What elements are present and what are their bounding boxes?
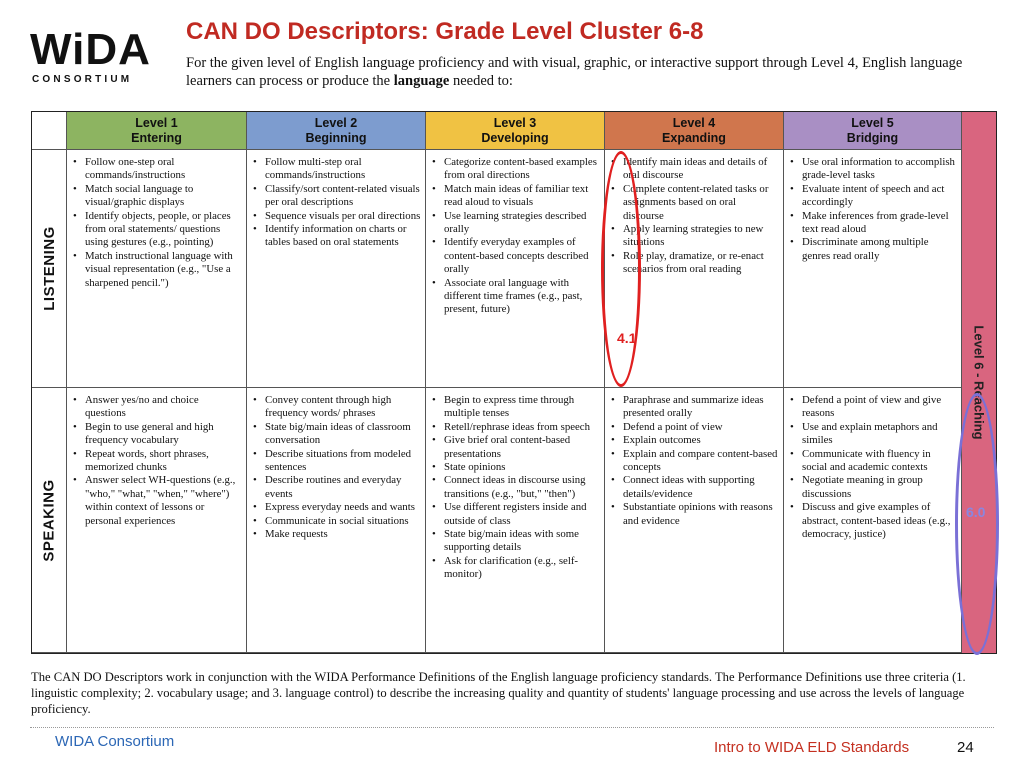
descriptor-item: • Communicate with fluency in social and academic contexts [790,448,957,475]
descriptor-item: • Identify information on charts or tables based on oral statements [253,223,421,250]
level-name: Bridging [846,131,899,145]
page-number: 24 [957,739,974,756]
descriptor-item: • Complete content-related tasks or assignments based on oral discourse [611,183,779,223]
descriptor-item: • Defend a point of view and give reasons [790,394,957,421]
level-name: Entering [131,131,182,145]
descriptor-item: • Match social language to visual/graphic displays [73,183,242,210]
descriptor-item: • Make requests [253,528,421,541]
descriptor-cell [247,388,426,653]
descriptor-item: • Follow one-step oral commands/instructions [73,156,242,183]
domain-label-listening [32,150,67,388]
descriptor-cell [784,150,962,388]
descriptor-item: • Ask for clarification (e.g., self-monitor) [432,555,600,582]
descriptor-item: • Describe routines and everyday events [253,474,421,501]
level-header-5 [784,112,962,150]
subtitle-text-2: needed to: [449,73,513,89]
descriptor-cell [67,388,247,653]
logo-subtext: CONSORTIUM [32,74,133,85]
descriptor-item: • Retell/rephrase ideas from speech [432,421,600,434]
descriptor-item: • Identify main ideas and details of oral discourse [611,156,779,183]
descriptor-cell [247,150,426,388]
descriptor-item: • Match main ideas of familiar text read aloud to visuals [432,183,600,210]
descriptor-cell [605,388,784,653]
annotation-label-level4: 4.1 [617,330,637,346]
descriptor-item: • Describe situations from modeled sentences [253,448,421,475]
descriptor-item: • Give brief oral content-based presentations [432,434,600,461]
descriptor-item: • Answer select WH-questions (e.g., "who," "what," "when," "where") within context of lessons or personal experiences [73,474,242,528]
descriptor-list [432,156,600,317]
level-number: Level 3 [493,116,537,130]
level6-label: Level 6 - Reaching [971,325,987,440]
descriptor-item: • State opinions [432,461,600,474]
descriptor-item: • Connect ideas in discourse using transitions (e.g., "but," "then") [432,474,600,501]
descriptor-item: • Negotiate meaning in group discussions [790,474,957,501]
descriptor-cell [784,388,962,653]
level-header-3 [426,112,605,150]
footer-divider [30,727,994,728]
footer-organization: WIDA Consortium [55,733,175,750]
domain-label-text: SPEAKING [40,478,58,562]
descriptor-item: • State big/main ideas with some supporting details [432,528,600,555]
descriptor-item: • Use learning strategies described orally [432,210,600,237]
annotation-label-level6: 6.0 [966,504,986,520]
descriptor-item: • Substantiate opinions with reasons and evidence [611,501,779,528]
descriptor-cell [426,150,605,388]
level-number: Level 4 [672,116,716,130]
descriptor-item: • Repeat words, short phrases, memorized chunks [73,448,242,475]
wida-logo [30,26,190,88]
descriptor-list [790,156,957,263]
descriptor-list [253,156,421,250]
descriptor-item: • Evaluate intent of speech and act accordingly [790,183,957,210]
descriptor-item: • Apply learning strategies to new situations [611,223,779,250]
descriptor-item: • Use different registers inside and outside of class [432,501,600,528]
page-title: CAN DO Descriptors: Grade Level Cluster 6-8 [186,18,704,45]
descriptor-item: • Identify everyday examples of content-based concepts described orally [432,236,600,276]
descriptor-item: • State big/main ideas of classroom conversation [253,421,421,448]
footer-title: Intro to WIDA ELD Standards [714,739,910,756]
descriptor-list [73,156,242,290]
descriptor-item: • Categorize content-based examples from oral directions [432,156,600,183]
descriptor-item: • Match instructional language with visual representation (e.g., "Use a sharpened pencil.") [73,250,242,290]
descriptor-list [790,394,957,541]
descriptor-list [253,394,421,541]
descriptor-item: • Discuss and give examples of abstract, content-based ideas (e.g., democracy, justice) [790,501,957,541]
descriptor-list [611,394,779,528]
descriptor-item: • Make inferences from grade-level text read aloud [790,210,957,237]
annotation-ellipse-level4 [601,151,641,387]
descriptor-item: • Explain and compare content-based concepts [611,448,779,475]
logo-wordmark: WiDA [30,25,151,74]
descriptor-item: • Follow multi-step oral commands/instructions [253,156,421,183]
descriptor-item: • Convey content through high frequency words/ phrases [253,394,421,421]
descriptor-list [432,394,600,582]
descriptor-item: • Explain outcomes [611,434,779,447]
level-name: Developing [481,131,549,145]
descriptor-item: • Communicate in social situations [253,515,421,528]
descriptor-item: • Associate oral language with different time frames (e.g., past, present, future) [432,277,600,317]
descriptor-cell [67,150,247,388]
descriptor-item: • Paraphrase and summarize ideas presented orally [611,394,779,421]
can-do-table [31,111,997,654]
descriptor-item: • Use and explain metaphors and similes [790,421,957,448]
annotation-ellipse-level6 [955,393,999,655]
descriptor-item: • Discriminate among multiple genres read orally [790,236,957,263]
level-number: Level 1 [135,116,178,130]
level-name: Expanding [662,131,726,145]
descriptor-item: • Begin to express time through multiple tenses [432,394,600,421]
subtitle-text-1: For the given level of English language proficiency and with visual, graphic, or interactive support through Level 4, English language learners can process or produce the [186,55,963,89]
footnote: The CAN DO Descriptors work in conjunction with the WIDA Performance Definitions of the English language proficiency standards. The Performance Definitions use three criteria (1. linguistic complexity; 2. vocabulary usage; and 3. language control) to describe the increasing quality and quantity of students' language processing and use across the levels of language proficiency. [31,670,966,716]
level-number: Level 2 [314,116,358,130]
descriptor-list [73,394,242,528]
level-header-4 [605,112,784,150]
descriptor-item: • Defend a point of view [611,421,779,434]
descriptor-item: • Role play, dramatize, or re-enact scenarios from oral reading [611,250,779,277]
descriptor-cell [426,388,605,653]
table-corner [32,112,67,150]
descriptor-item: • Answer yes/no and choice questions [73,394,242,421]
level-header-1 [67,112,247,150]
level-header-2 [247,112,426,150]
level-name: Beginning [305,131,367,145]
descriptor-item: • Classify/sort content-related visuals per oral descriptions [253,183,421,210]
descriptor-item: • Identify objects, people, or places from oral statements/ questions using gestures (e.g., pointing) [73,210,242,250]
page-subtitle [186,54,996,90]
descriptor-item: • Use oral information to accomplish grade-level tasks [790,156,957,183]
level-number: Level 5 [851,116,894,130]
descriptor-item: • Begin to use general and high frequency vocabulary [73,421,242,448]
domain-label-speaking [32,388,67,653]
descriptor-item: • Sequence visuals per oral directions [253,210,421,223]
descriptor-item: • Connect ideas with supporting details/evidence [611,474,779,501]
descriptor-item: • Express everyday needs and wants [253,501,421,514]
subtitle-bold: language [393,73,450,89]
domain-label-text: LISTENING [40,226,58,311]
